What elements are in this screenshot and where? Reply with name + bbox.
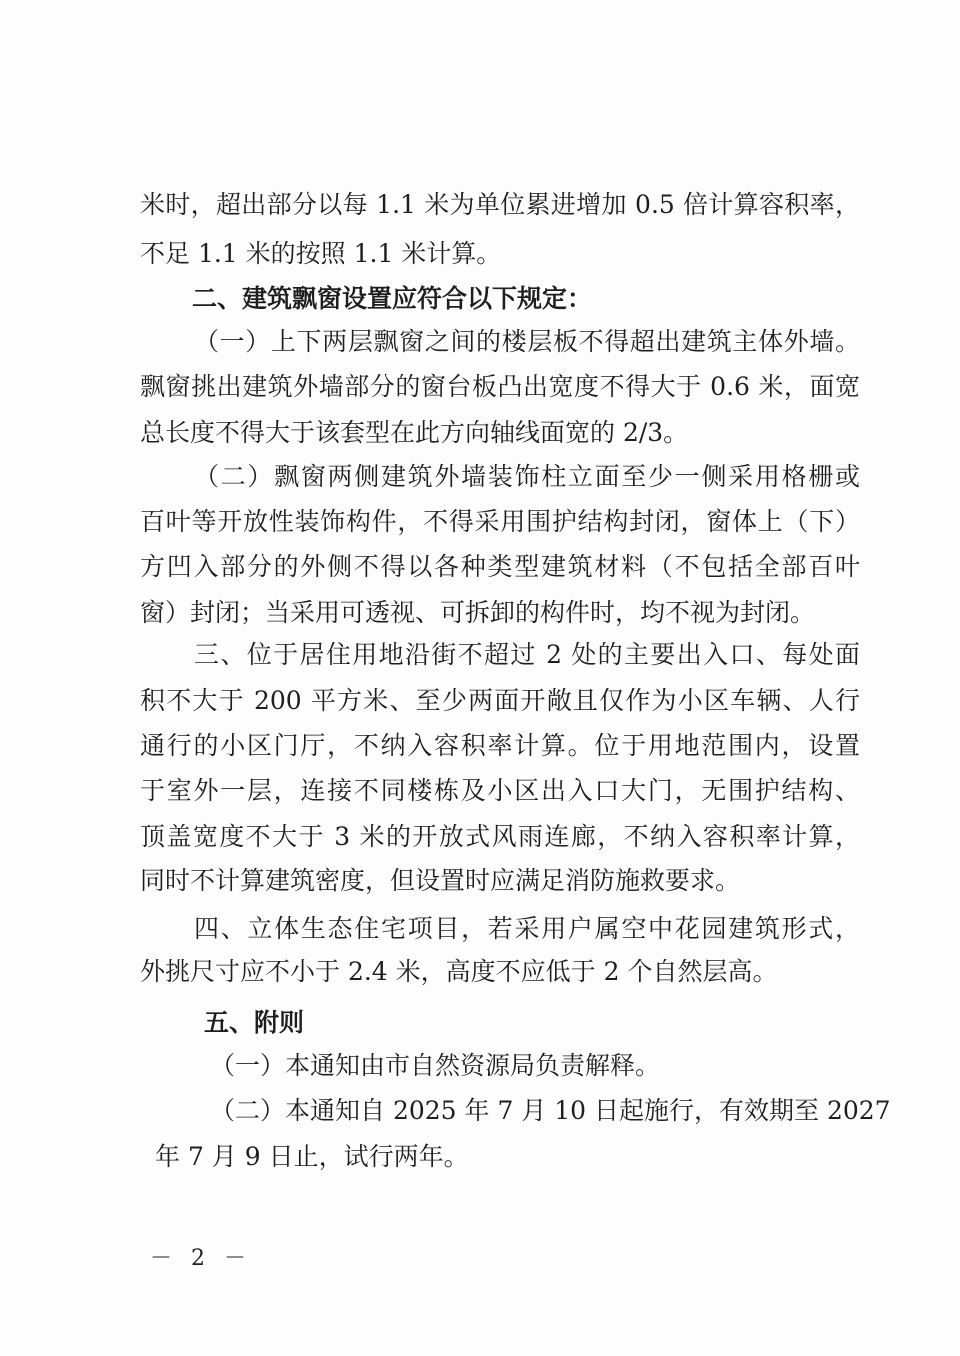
paragraph-line: 窗）封闭；当采用可透视、可拆卸的构件时，均不视为封闭。 (140, 598, 816, 627)
paragraph-line: 三、位于居住用地沿街不超过 2 处的主要出入口、每处面 (194, 640, 860, 669)
paragraph-line: 顶盖宽度不大于 3 米的开放式风雨连廊，不纳入容积率计算， (140, 822, 860, 851)
paragraph-line: 于室外一层，连接不同楼栋及小区出入口大门，无围护结构、 (140, 776, 860, 805)
paragraph-line: （二）飘窗两侧建筑外墙装饰柱立面至少一侧采用格栅或 (194, 462, 860, 491)
paragraph-line: 外挑尺寸应不小于 2.4 米，高度不应低于 2 个自然层高。 (140, 957, 778, 986)
page-number: － 2 － (150, 1246, 252, 1271)
paragraph-line: 四、立体生态住宅项目，若采用户属空中花园建筑形式， (194, 914, 860, 943)
paragraph-line: （一）上下两层飘窗之间的楼层板不得超出建筑主体外墙。 (194, 327, 860, 356)
paragraph-line: （二）本通知自 2025 年 7 月 10 日起施行，有效期至 2027 (210, 1096, 891, 1125)
paragraph-line: （一）本通知由市自然资源局负责解释。 (210, 1051, 661, 1080)
paragraph-line: 总长度不得大于该套型在此方向轴线面宽的 2/3。 (140, 418, 689, 447)
paragraph-line: 积不大于 200 平方米、至少两面开敞且仅作为小区车辆、人行 (140, 686, 860, 715)
paragraph-line: 不足 1.1 米的按照 1.1 米计算。 (140, 239, 502, 268)
paragraph-line: 飘窗挑出建筑外墙部分的窗台板凸出宽度不得大于 0.6 米，面宽 (140, 372, 860, 401)
paragraph-line: 百叶等开放性装饰构件，不得采用围护结构封闭，窗体上（下） (140, 507, 860, 536)
paragraph-line: 通行的小区门厅，不纳入容积率计算。位于用地范围内，设置 (140, 731, 860, 760)
paragraph-line: 年 7 月 9 日止，试行两年。 (155, 1142, 469, 1171)
paragraph-line: 米时，超出部分以每 1.1 米为单位累进增加 0.5 倍计算容积率， (140, 190, 860, 219)
section-heading: 五、附则 (204, 1008, 305, 1037)
paragraph-line: 同时不计算建筑密度，但设置时应满足消防施救要求。 (140, 866, 741, 895)
paragraph-line: 方凹入部分的外侧不得以各种类型建筑材料（不包括全部百叶 (140, 552, 860, 581)
section-heading: 二、建筑飘窗设置应符合以下规定： (192, 284, 593, 313)
